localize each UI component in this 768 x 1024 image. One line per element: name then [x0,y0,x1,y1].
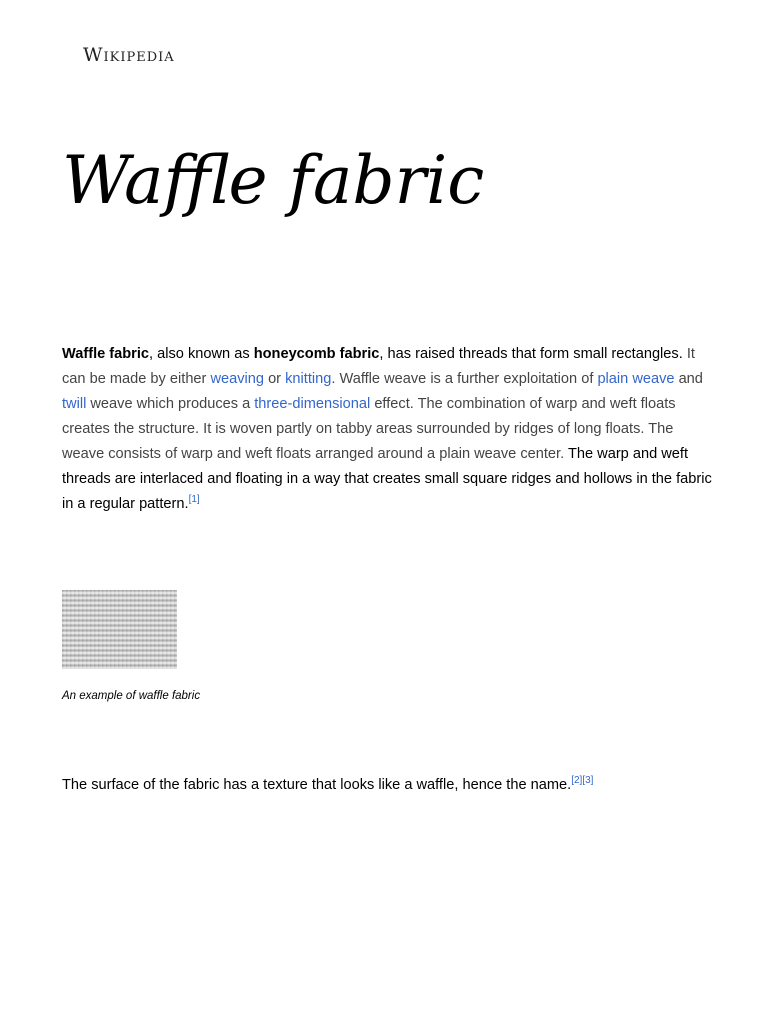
text-segment: and [674,371,703,387]
text-segment: . Waffle weave is a further exploitation of [331,371,598,387]
reference-link[interactable]: [1] [188,494,200,505]
link-knitting[interactable]: knitting [285,371,332,387]
link-weaving[interactable]: weaving [210,371,265,387]
link-plain-weave[interactable]: plain weave [597,371,675,387]
term-waffle-fabric: Waffle fabric [62,346,150,362]
reference-link[interactable]: [3] [582,775,594,786]
text-segment: , has raised threads that form small rectangles. [379,346,683,362]
term-honeycomb-fabric: honeycomb fabric [253,346,380,362]
page-title: Waffle fabric [62,142,485,219]
text-segment: weave which produces a [86,396,255,412]
link-three-dimensional[interactable]: three-dimensional [254,396,371,412]
waffle-fabric-image[interactable] [62,590,177,669]
intro-paragraph [62,342,712,517]
text-segment: effect. The combination of warp and weft floats creates the structure. It is woven partly on tabby areas surrounded by ridges of long floats. The weave consists of warp and weft floats arranged around a plain weave center. [62,396,676,462]
wikipedia-wordmark[interactable]: Wikipedia [83,44,175,66]
text-segment: It can be made by either [62,346,695,387]
reference-link[interactable]: [2] [571,775,583,786]
text-segment: The warp and weft threads are interlaced and floating in a way that creates small square ridges and hollows in the fabric in a regular pattern. [62,446,712,512]
references-2-3[interactable] [571,775,593,786]
reference-1[interactable] [189,494,200,505]
surface-paragraph [62,773,712,798]
figure-caption: An example of waffle fabric [62,690,201,702]
link-twill[interactable]: twill [62,396,87,412]
text-segment: , also known as [149,346,254,362]
text-segment: or [264,371,286,387]
text-segment: The surface of the fabric has a texture that looks like a waffle, hence the name. [62,777,572,793]
